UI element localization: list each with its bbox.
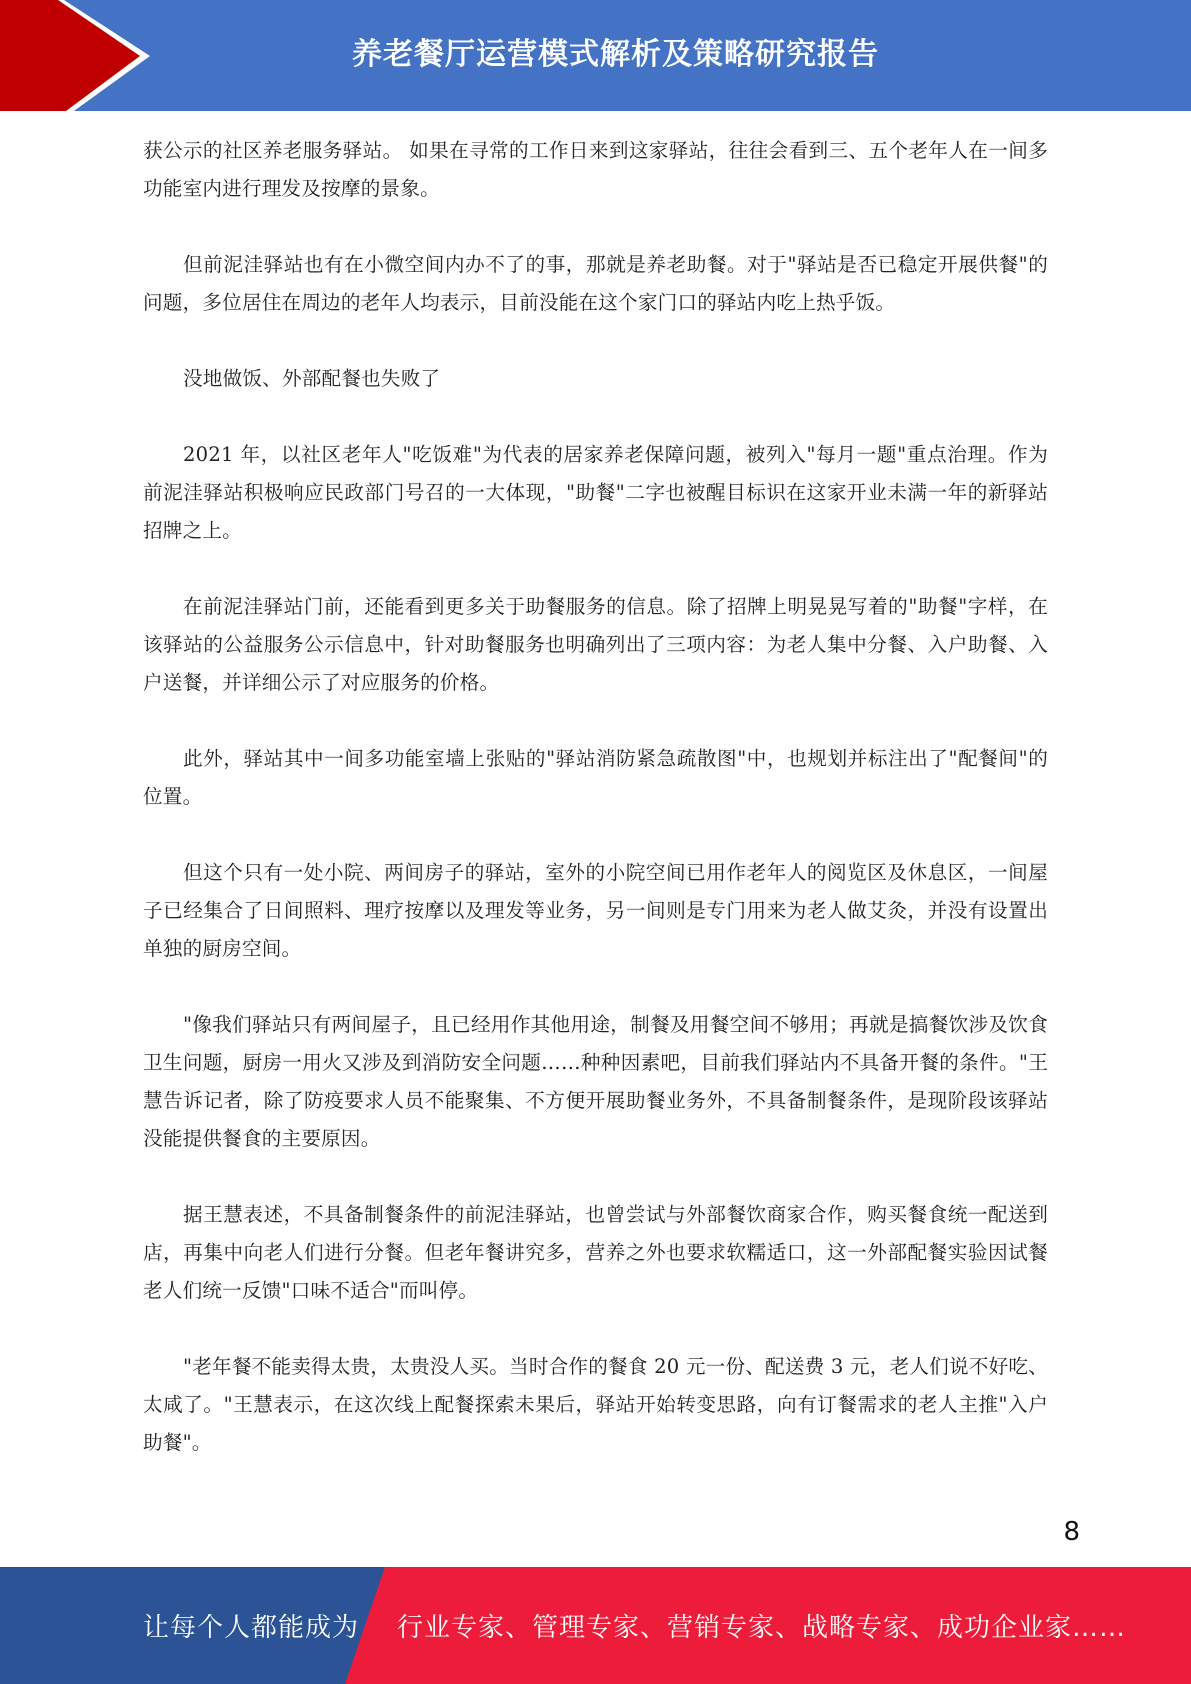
paragraph: "老年餐不能卖得太贵，太贵没人买。当时合作的餐食 20 元一份、配送费 3 元，老人们说不好吃、太咸了。"王慧表示，在这次线上配餐探索未果后，驿站开始转变思路，向有订餐需求的老人主推"入户助餐"。 bbox=[143, 1355, 1048, 1454]
paragraph: 2021 年，以社区老年人"吃饭难"为代表的居家养老保障问题，被列入"每月一题"重点治理。作为前泥洼驿站积极响应民政部门号召的一大体现，"助餐"二字也被醒目标识在这家开业未满一年的新驿站招牌之上。 bbox=[143, 443, 1048, 542]
paragraph: 但这个只有一处小院、两间房子的驿站，室外的小院空间已用作老年人的阅览区及休息区，一间屋子已经集合了日间照料、理疗按摩以及理发等业务，另一间则是专门用来为老人做艾灸，并没有设置出单独的厨房空间。 bbox=[143, 861, 1048, 960]
paragraph: 获公示的社区养老服务驿站。 如果在寻常的工作日来到这家驿站，往往会看到三、五个老年人在一间多功能室内进行理发及按摩的景象。 bbox=[143, 139, 1048, 200]
paragraph: 据王慧表述，不具备制餐条件的前泥洼驿站，也曾尝试与外部餐饮商家合作，购买餐食统一配送到店，再集中向老人们进行分餐。但老年餐讲究多，营养之外也要求软糯适口，这一外部配餐实验因试餐老人们统一反馈"口味不适合"而叫停。 bbox=[143, 1203, 1048, 1302]
paragraph: 此外，驿站其中一间多功能室墙上张贴的"驿站消防紧急疏散图"中，也规划并标注出了"配餐间"的位置。 bbox=[143, 747, 1048, 808]
paragraph: "像我们驿站只有两间屋子，且已经用作其他用途，制餐及用餐空间不够用；再就是搞餐饮涉及饮食卫生问题，厨房一用火又涉及到消防安全问题……种种因素吧，目前我们驿站内不具备开餐的条件。"王慧告诉记者，除了防疫要求人员不能聚集、不方便开展助餐业务外，不具备制餐条件，是现阶段该驿站没能提供餐食的主要原因。 bbox=[143, 1013, 1048, 1150]
footer-band bbox=[0, 1567, 1191, 1684]
footer-slogan-right: 行业专家、管理专家、营销专家、战略专家、成功企业家…… bbox=[397, 1613, 1127, 1643]
section-heading: 没地做饭、外部配餐也失败了 bbox=[183, 367, 441, 390]
article-body bbox=[143, 132, 1048, 1500]
footer-slogan-left: 让每个人都能成为 bbox=[143, 1613, 360, 1643]
page-number: 8 bbox=[1063, 1517, 1080, 1547]
document-title: 养老餐厅运营模式解析及策略研究报告 bbox=[352, 37, 879, 72]
header-band bbox=[0, 0, 1191, 111]
paragraph: 但前泥洼驿站也有在小微空间内办不了的事，那就是养老助餐。对于"驿站是否已稳定开展供餐"的问题，多位居住在周边的老年人均表示，目前没能在这个家门口的驿站内吃上热乎饭。 bbox=[143, 253, 1048, 314]
paragraph: 在前泥洼驿站门前，还能看到更多关于助餐服务的信息。除了招牌上明晃晃写着的"助餐"字样，在该驿站的公益服务公示信息中，针对助餐服务也明确列出了三项内容：为老人集中分餐、入户助餐、入户送餐，并详细公示了对应服务的价格。 bbox=[143, 595, 1048, 694]
